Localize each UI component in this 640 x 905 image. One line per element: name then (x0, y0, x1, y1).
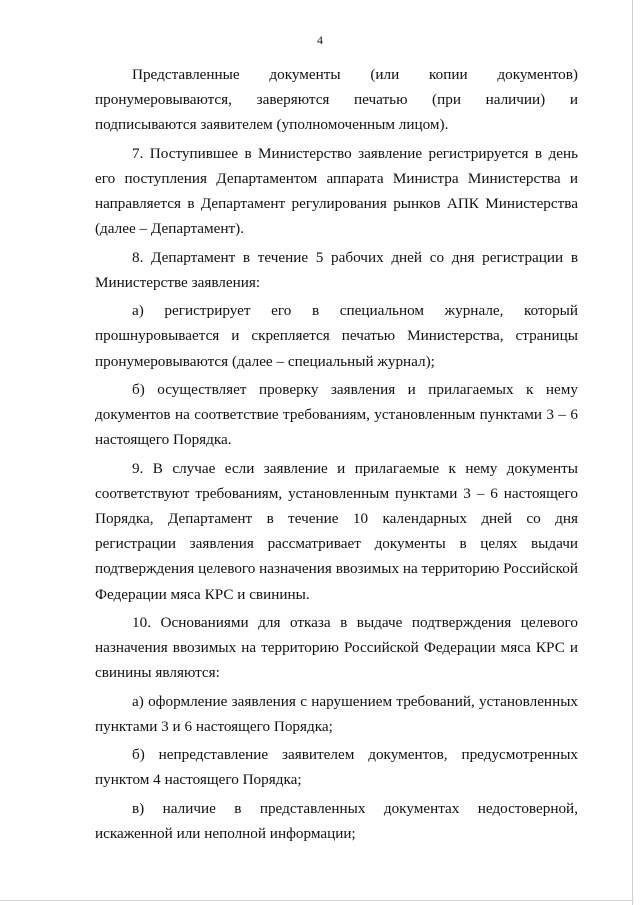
page-number: 4 (317, 33, 323, 47)
scan-edge-bottom (0, 900, 634, 901)
paragraph-documents-numbering: Представленные документы (или копии документов) пронумеровываются, заверяются печатью (при наличии) и подписываются заявителем (уполномоченным лицом). (95, 66, 578, 134)
document-body (95, 62, 578, 849)
scan-edge-right (632, 0, 633, 905)
paragraph-10a-violation: а) оформление заявления с нарушением требований, установленных пунктами 3 и 6 настоящего Порядка; (95, 692, 578, 735)
paragraph-8b-verification: б) осуществляет проверку заявления и прилагаемых к нему документов на соответствие требованиям, установленным пунктами 3 – 6 настоящего Порядка. (95, 380, 578, 449)
paragraph-10c-unreliable-info: в) наличие в представленных документах недостоверной, искаженной или неполной информации; (95, 799, 578, 842)
paragraph-7-registration: 7. Поступившее в Министерство заявление регистрируется в день его поступления Департаментом аппарата Министра Министерства и направляется в Департамент регулирования рынков АПК Министерства (далее – Департамент). (95, 144, 578, 238)
paragraph-10-refusal-grounds: 10. Основаниями для отказа в выдаче подтверждения целевого назначения ввозимых на территорию Российской Федерации мяса КРС и свинины являются: (95, 613, 578, 682)
paragraph-8-department-actions: 8. Департамент в течение 5 рабочих дней со дня регистрации в Министерстве заявления: (95, 248, 578, 291)
paragraph-10b-non-submission: б) непредставление заявителем документов, предусмотренных пунктом 4 настоящего Порядка; (95, 746, 578, 789)
paragraph-9-review: 9. В случае если заявление и прилагаемые к нему документы соответствуют требованиям, установленным пунктами 3 – 6 настоящего Порядка, Департамент в течение 10 календарных дней со дня регистрации заявления рассматривает документы в целях выдачи подтверждения целевого назначения ввозимых на территорию Российской Федерации мяса КРС и свинины. (95, 459, 578, 603)
paragraph-8a-journal: а) регистрирует его в специальном журнале, который прошнуровывается и скрепляется печатью Министерства, страницы пронумеровываются (далее – специальный журнал); (95, 302, 578, 370)
